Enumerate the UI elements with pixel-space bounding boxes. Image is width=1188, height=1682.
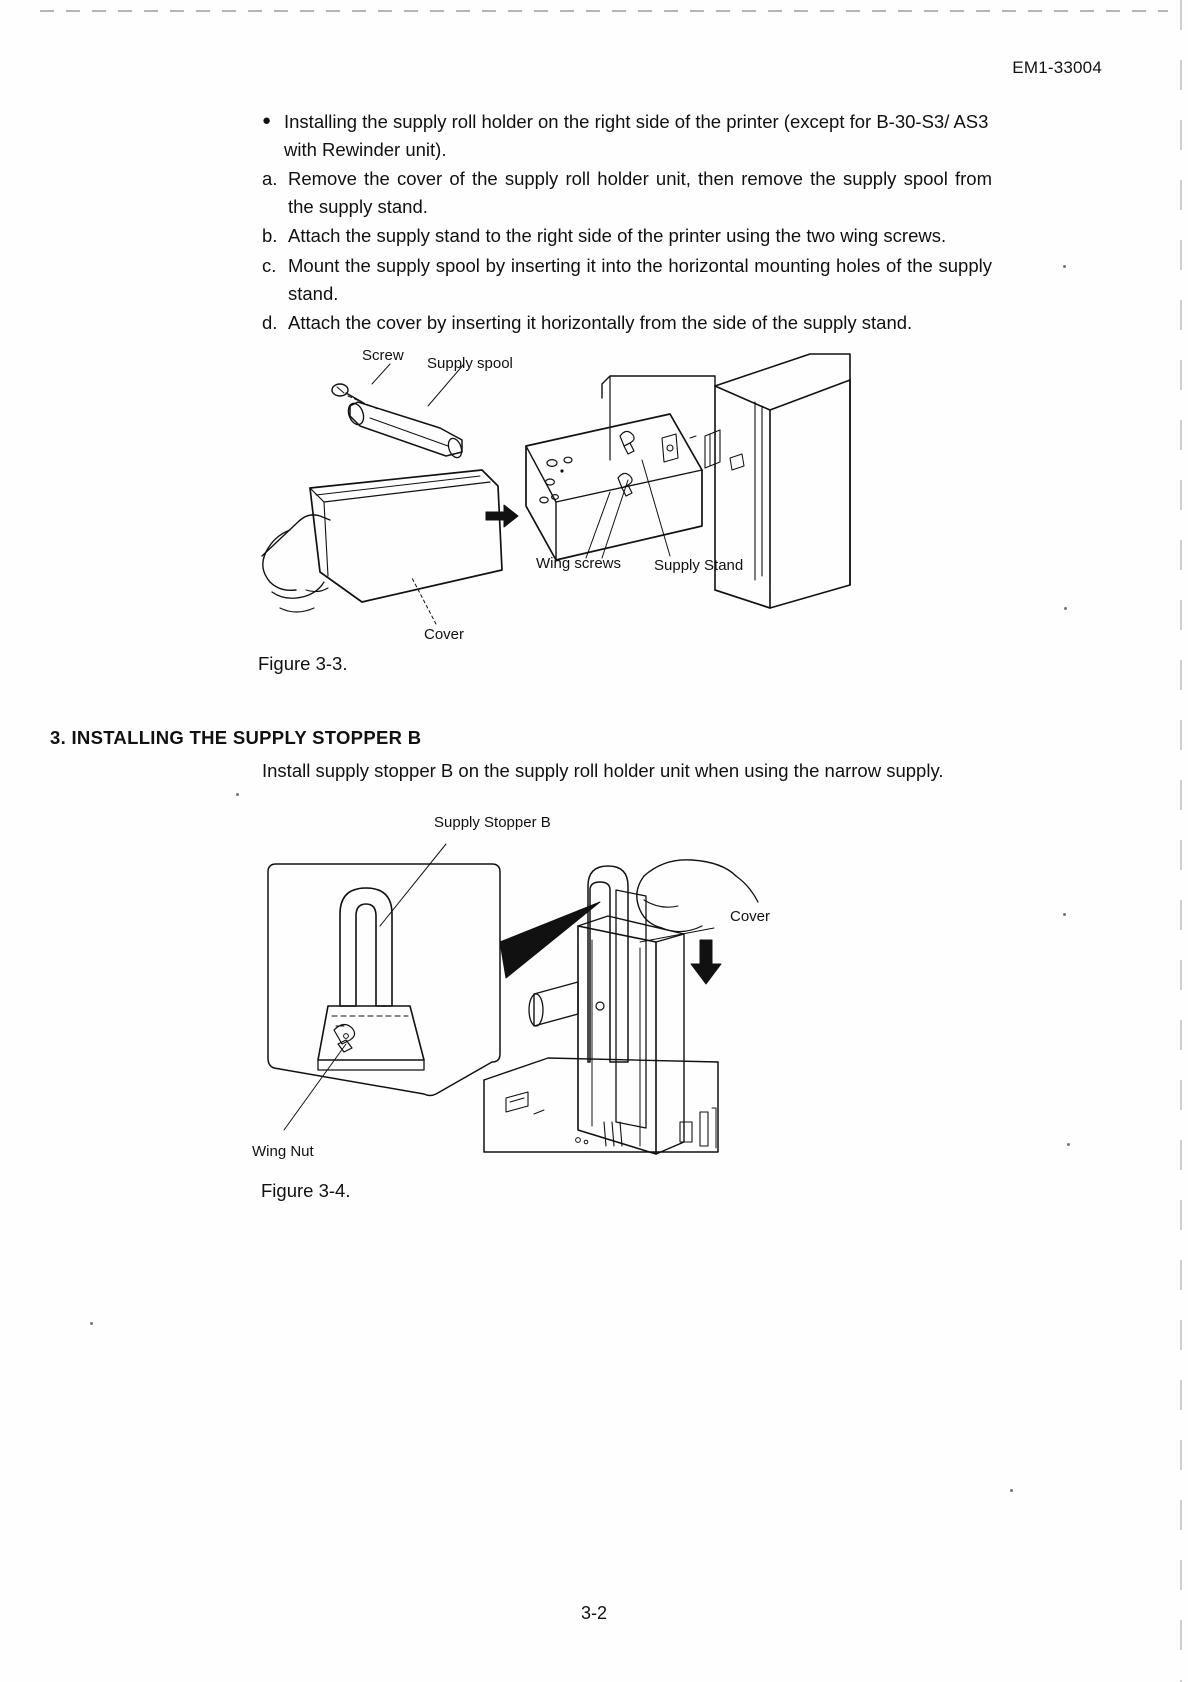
figure-3-4-label-supply-stopper-b: Supply Stopper B <box>434 814 551 831</box>
figure-3-3-label-supply-spool: Supply spool <box>427 355 513 372</box>
scan-speck <box>1064 607 1067 610</box>
step-label-c: c. <box>262 254 277 276</box>
section-body-text: Install supply stopper B on the supply roll holder unit when using the narrow supply. <box>262 760 944 781</box>
step-label-d: d. <box>262 311 278 333</box>
section-heading: 3. INSTALLING THE SUPPLY STOPPER B <box>50 727 422 748</box>
bullet-text: Installing the supply roll holder on the right side of the printer (except for B-30-S3/ AS3 with Rewinder unit). <box>284 111 989 161</box>
intro-block <box>262 108 992 337</box>
scan-speck <box>1067 1143 1070 1146</box>
figure-3-3-label-screw: Screw <box>362 347 404 364</box>
scan-speck <box>90 1322 93 1325</box>
step-text-c: Mount the supply spool by inserting it into the horizontal mounting holes of the supply stand. <box>288 254 992 304</box>
figure-3-3-label-wing-screws: Wing screws <box>536 555 622 572</box>
scan-speck <box>1063 265 1066 268</box>
step-text-a: Remove the cover of the supply roll holder unit, then remove the supply spool from the supply stand. <box>288 168 992 218</box>
page-number: 3-2 <box>580 1603 607 1623</box>
figure-3-4-illustration <box>248 830 968 1170</box>
scan-artifact-right <box>1180 0 1182 1682</box>
bullet-marker-icon: ● <box>262 112 272 129</box>
figure-3-4-label-cover: Cover <box>730 908 771 925</box>
figure-3-4-caption: Figure 3-4. <box>261 1180 351 1201</box>
step-item-d <box>262 309 992 337</box>
scan-speck <box>236 793 239 796</box>
bullet-item <box>262 108 992 164</box>
step-item-a <box>262 165 992 221</box>
figure-3-3-label-cover: Cover <box>424 626 465 643</box>
figure-3-4-label-wing-nut: Wing Nut <box>252 1143 314 1160</box>
figure-3-3-illustration <box>250 340 950 650</box>
scan-speck <box>1063 913 1066 916</box>
step-item-c <box>262 252 992 308</box>
document-code: EM1-33004 <box>1012 58 1102 77</box>
scan-artifact-top <box>40 10 1168 12</box>
step-item-b <box>262 222 992 250</box>
figure-3-3-label-supply-stand: Supply Stand <box>654 557 744 574</box>
scan-speck <box>1010 1489 1013 1492</box>
step-text-d: Attach the cover by inserting it horizontally from the side of the supply stand. <box>288 311 913 333</box>
step-label-b: b. <box>262 225 278 247</box>
step-label-a: a. <box>262 168 278 190</box>
step-text-b: Attach the supply stand to the right side of the printer using the two wing screws. <box>288 225 947 247</box>
figure-3-3-caption: Figure 3-3. <box>258 653 348 674</box>
